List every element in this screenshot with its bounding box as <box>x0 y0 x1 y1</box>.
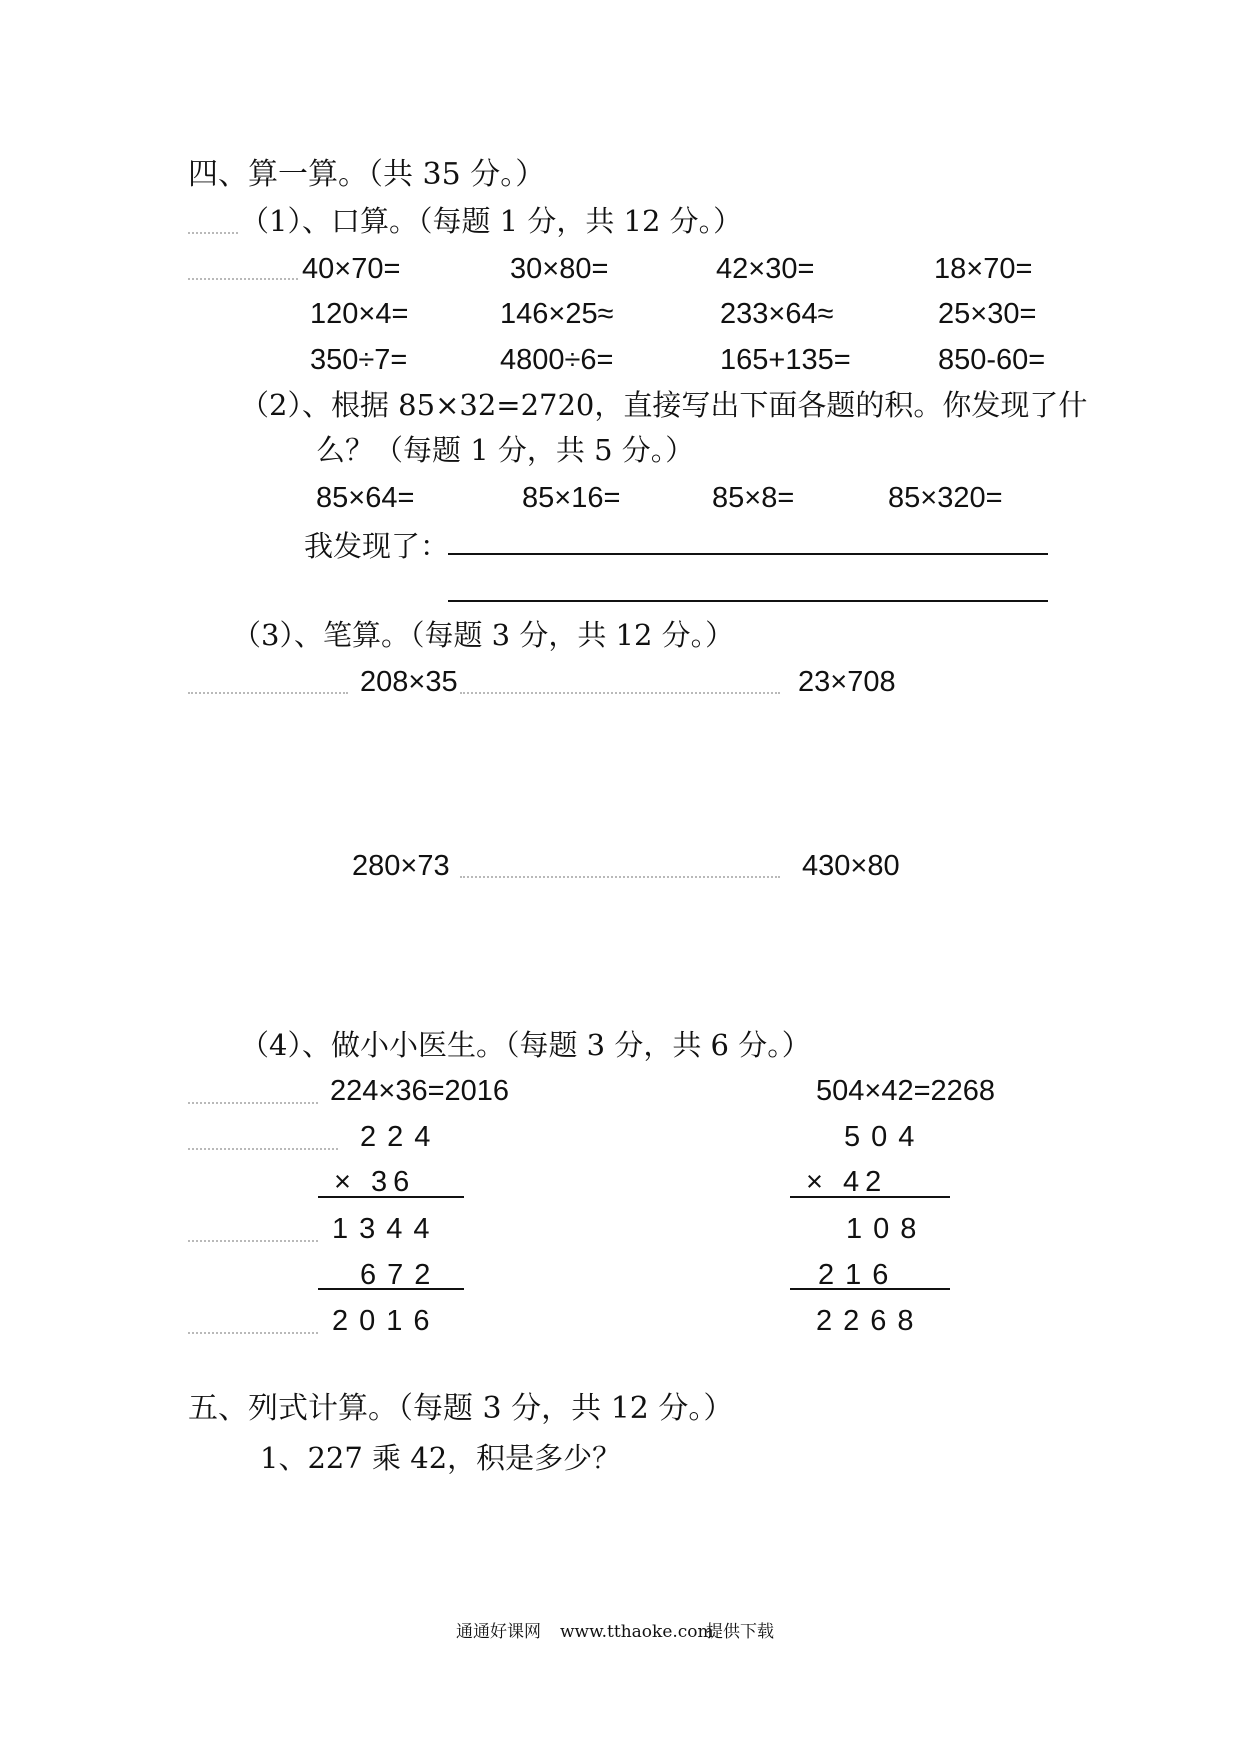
dotted-guide <box>188 692 348 694</box>
oral-item: 4800÷6= <box>500 344 614 376</box>
calc-rule <box>790 1288 950 1290</box>
part3-title: （3）、笔算。（每题 3 分，共 12 分。） <box>232 618 735 652</box>
dotted-guide <box>460 876 780 878</box>
dotted-guide <box>188 1332 318 1334</box>
section4-title: 四、算一算。（共 35 分。） <box>188 157 546 192</box>
dotted-guide <box>188 278 298 280</box>
doctor-equation: 224×36=2016 <box>330 1075 510 1107</box>
calc-rule <box>790 1196 950 1198</box>
vertical-line: × 36 <box>334 1166 416 1198</box>
vertical-line: 1344 <box>332 1213 441 1245</box>
oral-item: 42×30= <box>716 253 815 285</box>
product-item: 85×8= <box>712 482 795 514</box>
oral-item: 25×30= <box>938 298 1037 330</box>
doctor-equation: 504×42=2268 <box>816 1075 996 1107</box>
dotted-guide <box>188 1148 338 1150</box>
oral-item: 850-60= <box>938 344 1046 376</box>
oral-item: 18×70= <box>934 253 1033 285</box>
part2-title-line2: 么？（每题 1 分，共 5 分。） <box>316 433 695 467</box>
oral-item: 233×64≈ <box>720 298 834 330</box>
vertical-line: 224 <box>360 1121 442 1153</box>
footer-suffix: 提供下载 <box>706 1622 774 1642</box>
calc-rule <box>318 1288 464 1290</box>
oral-item: 350÷7= <box>310 344 408 376</box>
vertical-line: 216 <box>818 1259 900 1291</box>
written-calc-item: 23×708 <box>798 666 896 698</box>
dotted-guide <box>188 232 238 234</box>
vertical-line: 2016 <box>332 1305 441 1337</box>
vertical-line: 672 <box>360 1259 442 1291</box>
part2-title-line1: （2）、根据 85×32=2720，直接写出下面各题的积。你发现了什 <box>240 388 1088 422</box>
vertical-line: 2268 <box>816 1305 925 1337</box>
footer-url[interactable]: www.tthaoke.com <box>560 1622 714 1642</box>
vertical-line: × 42 <box>806 1166 888 1198</box>
oral-item: 165+135= <box>720 344 851 376</box>
answer-line[interactable] <box>448 553 1048 555</box>
found-label: 我发现了： <box>304 529 450 563</box>
written-calc-item: 208×35 <box>360 666 458 698</box>
calc-rule <box>318 1196 464 1198</box>
dotted-guide <box>188 1240 318 1242</box>
part1-title: （1）、口算。（每题 1 分，共 12 分。） <box>240 204 743 238</box>
vertical-line: 504 <box>844 1121 926 1153</box>
oral-item: 146×25≈ <box>500 298 614 330</box>
oral-item: 120×4= <box>310 298 409 330</box>
footer-site-name: 通通好课网 <box>456 1622 541 1642</box>
section5-question-1: 1、227 乘 42，积是多少？ <box>260 1441 622 1475</box>
written-calc-item: 430×80 <box>802 850 900 882</box>
product-item: 85×320= <box>888 482 1003 514</box>
oral-item: 40×70= <box>302 253 401 285</box>
part4-title: （4）、做小小医生。（每题 3 分，共 6 分。） <box>240 1028 811 1062</box>
answer-line[interactable] <box>448 600 1048 602</box>
oral-item: 30×80= <box>510 253 609 285</box>
product-item: 85×16= <box>522 482 621 514</box>
written-calc-item: 280×73 <box>352 850 450 882</box>
section5-title: 五、列式计算。（每题 3 分，共 12 分。） <box>188 1391 734 1426</box>
product-item: 85×64= <box>316 482 415 514</box>
dotted-guide <box>460 692 780 694</box>
dotted-guide <box>188 1102 318 1104</box>
vertical-line: 108 <box>846 1213 928 1245</box>
